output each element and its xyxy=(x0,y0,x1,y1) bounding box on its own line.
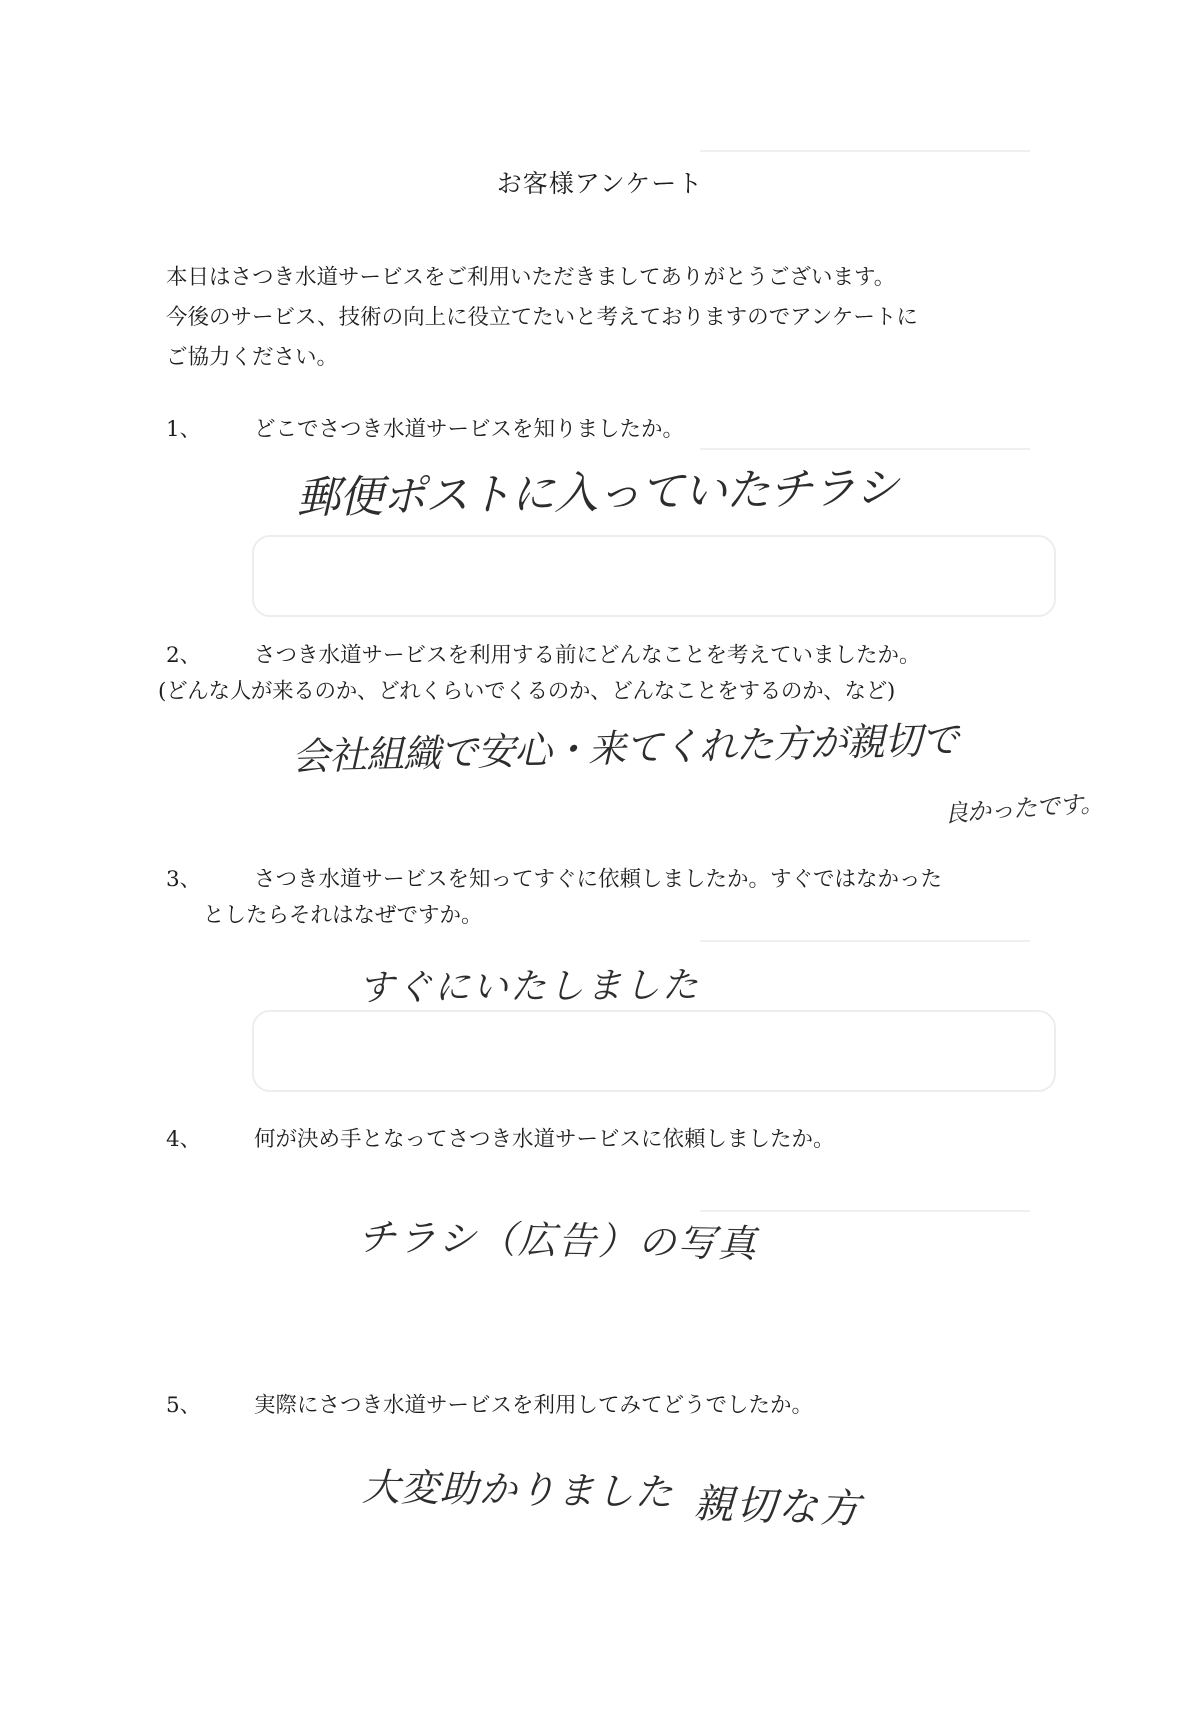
question-3-number: 3、 xyxy=(166,867,202,892)
question-2-note: (どんな人が来るのか、どれくらいでくるのか、どんなことをするのか、など) xyxy=(158,679,895,704)
intro-line: ご協力ください。 xyxy=(166,345,339,370)
question-2-answer-continued: 良かったです。 xyxy=(943,788,1104,828)
show-through-box-1 xyxy=(252,535,1056,617)
question-2-number: 2、 xyxy=(166,643,202,668)
question-3-text-continued: としたらそれはなぜですか。 xyxy=(203,903,483,928)
survey-intro xyxy=(166,258,1066,378)
show-through-line-2 xyxy=(700,448,1030,450)
question-4-text: 何が決め手となってさつき水道サービスに依頼しましたか。 xyxy=(254,1127,835,1152)
show-through-line-3 xyxy=(700,940,1030,942)
question-2-text: さつき水道サービスを利用する前にどんなことを考えていましたか。 xyxy=(254,643,921,668)
show-through-line-1 xyxy=(700,150,1030,152)
question-1-answer: 郵便ポストに入っていたチラシ xyxy=(295,462,899,524)
question-5-answer: 大変助かりました xyxy=(361,1465,675,1515)
question-5-number: 5、 xyxy=(166,1393,202,1418)
question-4-number: 4、 xyxy=(166,1127,202,1152)
question-3-answer: すぐにいたしました xyxy=(357,965,701,1009)
show-through-box-2 xyxy=(252,1010,1056,1092)
question-5-text: 実際にさつき水道サービスを利用してみてどうでしたか。 xyxy=(254,1393,814,1418)
question-2-answer: 会社組織で安心・来てくれた方が親切で xyxy=(291,717,959,779)
show-through-line-4 xyxy=(700,1210,1030,1212)
question-1-number: 1、 xyxy=(166,417,202,442)
intro-line: 今後のサービス、技術の向上に役立てたいと考えておりますのでアンケートに xyxy=(166,305,918,330)
question-3-text: さつき水道サービスを知ってすぐに依頼しましたか。すぐではなかった xyxy=(254,867,943,892)
question-5-answer-extra: 親切な方 xyxy=(693,1481,863,1533)
survey-title: お客様アンケート xyxy=(496,169,704,198)
question-4-answer: チラシ（広告）の写真 xyxy=(357,1215,759,1266)
intro-line: 本日はさつき水道サービスをご利用いただきましてありがとうございます。 xyxy=(166,265,896,290)
question-1-text: どこでさつき水道サービスを知りましたか。 xyxy=(254,417,685,442)
